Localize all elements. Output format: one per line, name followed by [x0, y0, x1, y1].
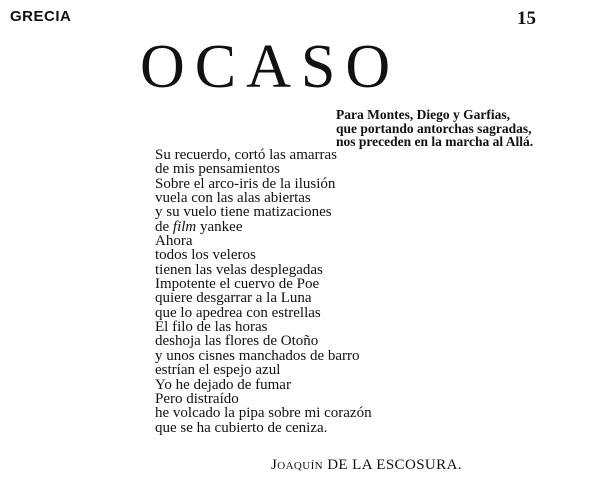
poem-line: y su vuelo tiene matizaciones [155, 204, 332, 221]
poem-line: que se ha cubierto de ceniza. [155, 419, 328, 436]
poem-line: tienen las velas desplegadas [155, 261, 323, 278]
poem-line-italic: film [172, 218, 197, 235]
page-number: 15 [517, 8, 536, 29]
poem-line [155, 220, 372, 234]
signature-last-name: DE LA ESCOSURA. [327, 457, 462, 473]
poem-line: Sobre el arco-iris de la ilusión [155, 175, 336, 192]
dedication-line: que portando antorchas sagradas, [336, 120, 532, 136]
poem-line: he volcado la pipa sobre mi corazón [155, 405, 372, 422]
dedication-line: Para Montes, Diego y Garfias, [336, 107, 510, 122]
poem-line: Pero distraído [155, 390, 239, 407]
poem-body [155, 148, 372, 435]
poem-line-text: yankee [196, 218, 243, 235]
poem-line: Impotente el cuervo de Poe [155, 276, 320, 293]
poem-line: Ahora [155, 233, 193, 250]
poem-line: Yo he dejado de fumar [155, 376, 291, 393]
dedication-line: nos preceden en la marcha al Allá. [336, 134, 534, 149]
poem-line: quiere desgarrar a la Luna [155, 290, 312, 307]
signature [271, 457, 462, 474]
poem-line: y unos cisnes manchados de barro [155, 347, 360, 364]
poem-line: deshoja las flores de Otoño [155, 333, 319, 350]
poem-line: vuela con las alas abiertas [155, 190, 311, 207]
poem-line: todos los veleros [155, 247, 256, 264]
poem-line: El filo de las horas [155, 319, 268, 336]
poem-title: OCASO [140, 33, 401, 101]
signature-first-name: Joaquín [271, 457, 324, 473]
poem-line-text: de [155, 218, 173, 235]
poem-line: Su recuerdo, cortó las amarras [155, 147, 338, 163]
poem-line: que lo apedrea con estrellas [155, 304, 321, 321]
poem-line: de mis pensamientos [155, 161, 280, 178]
dedication [336, 108, 533, 149]
running-head: GRECIA [10, 8, 72, 25]
poem-line: estrían el espejo azul [155, 362, 281, 379]
